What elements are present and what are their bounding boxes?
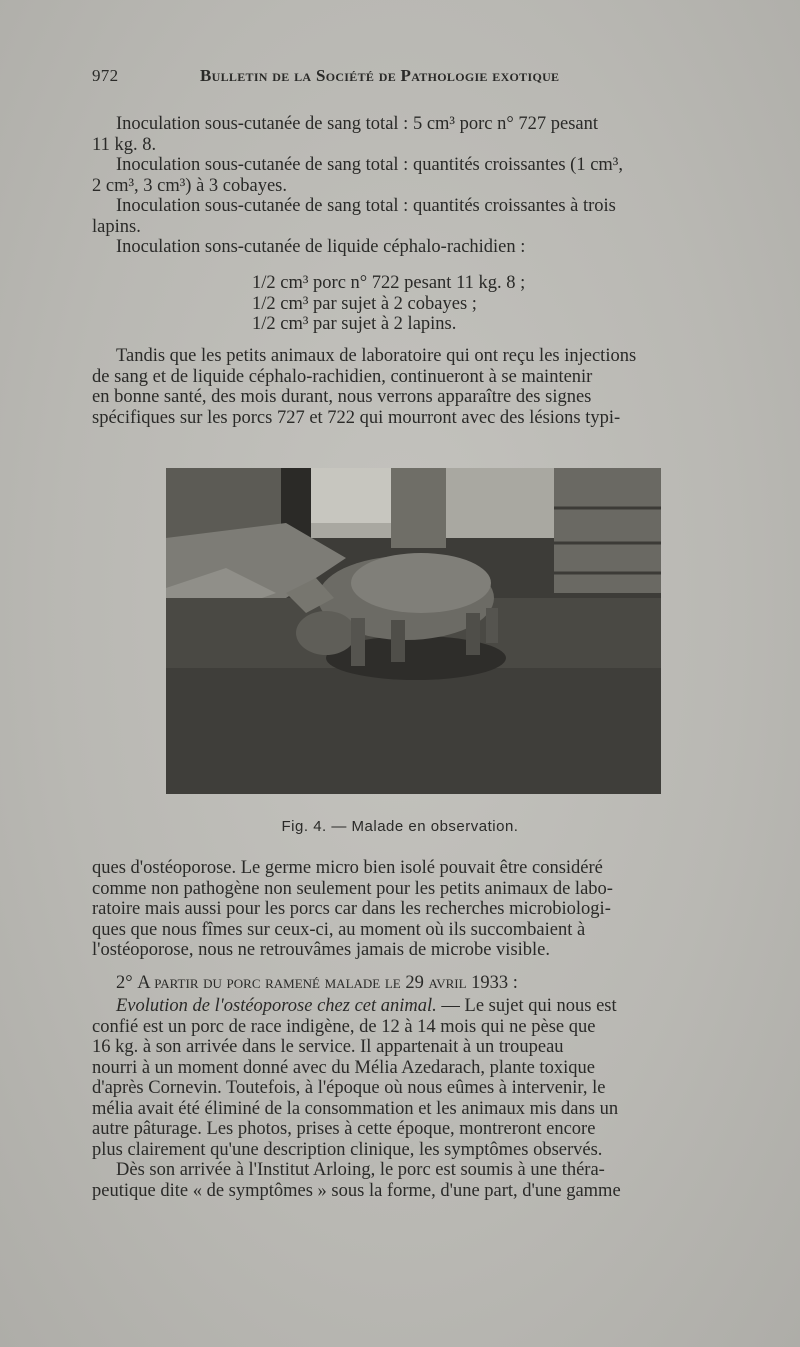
text-line: confié est un porc de race indigène, de 12 à 14 mois qui ne pèse que xyxy=(92,1016,596,1037)
text-line: l'ostéoporose, nous ne retrouvâmes jamais de microbe visible. xyxy=(92,940,551,960)
text-line: autre pâturage. Les photos, prises à cette époque, montreront encore xyxy=(92,1119,596,1139)
text-line: nourri à un moment donné avec du Mélia Azedarach, plante toxique xyxy=(92,1057,595,1078)
paragraph-observation xyxy=(92,346,737,428)
paragraph-evolution xyxy=(92,996,737,1160)
section-title: A partir du porc ramené malade le 29 avril 1933 : xyxy=(137,973,518,993)
text-line: de sang et de liquide céphalo-rachidien, continueront à se maintenir xyxy=(92,366,593,387)
text-line: Inoculation sous-cutanée de sang total : quantités croissantes à trois xyxy=(116,196,616,216)
dosage-line: 1/2 cm³ porc n° 722 pesant 11 kg. 8 ; xyxy=(252,273,526,293)
text-line: peutique dite « de symptômes » sous la forme, d'une part, d'une gamme xyxy=(92,1180,621,1201)
dosage-line: 1/2 cm³ par sujet à 2 cobayes ; xyxy=(252,293,477,314)
section-number: 2° xyxy=(116,973,133,993)
figure-caption: Fig. 4. — Malade en observation. xyxy=(281,818,519,835)
text-line: Inoculation sous-cutanée de sang total : 5 cm³ porc n° 727 pesant xyxy=(116,114,598,134)
section-heading xyxy=(92,973,737,994)
paragraph-osteoporose xyxy=(92,858,737,961)
dosage-line: 1/2 cm³ par sujet à 2 lapins. xyxy=(252,314,457,334)
running-title: Bulletin de la Société de Pathologie exotique xyxy=(200,66,560,85)
italic-lead: Evolution de l'ostéoporose chez cet animal. xyxy=(116,996,437,1016)
text-line: Dès son arrivée à l'Institut Arloing, le porc est soumis à une théra- xyxy=(116,1160,605,1180)
page-number: 972 xyxy=(92,66,119,85)
text-line: plus clairement qu'une description clinique, les symptômes observés. xyxy=(92,1139,603,1160)
text-line: Tandis que les petits animaux de laboratoire qui ont reçu les injections xyxy=(116,346,637,366)
text-line: lapins. xyxy=(92,216,141,237)
text-line: en bonne santé, des mois durant, nous verrons apparaître des signes xyxy=(92,387,592,407)
text-line: Inoculation sous-cutanée de sang total : quantités croissantes (1 cm³, xyxy=(116,155,623,175)
pig-photo-illustration xyxy=(166,468,661,794)
text-line: ques que nous fîmes sur ceux-ci, au moment où ils succombaient à xyxy=(92,919,586,940)
text-line: d'après Cornevin. Toutefois, à l'époque où nous eûmes à intervenir, le xyxy=(92,1078,606,1098)
text-line: 2 cm³, 3 cm³) à 3 cobayes. xyxy=(92,175,287,196)
text-line: spécifiques sur les porcs 727 et 722 qui mourront avec des lésions typi- xyxy=(92,407,621,428)
text-line: ratoire mais aussi pour les porcs car dans les recherches microbiologi- xyxy=(92,899,611,919)
text-line: Inoculation sons-cutanée de liquide céphalo-rachidien : xyxy=(116,237,526,257)
text-line: ques d'ostéoporose. Le germe micro bien isolé pouvait être considéré xyxy=(92,858,603,878)
figure-photo-pig xyxy=(166,468,661,794)
paragraph-therapeutique xyxy=(92,1160,737,1201)
text-line: 11 kg. 8. xyxy=(92,134,157,155)
text-fragment: — Le sujet qui nous est xyxy=(436,996,617,1016)
text-line: comme non pathogène non seulement pour les petits animaux de labo- xyxy=(92,878,613,899)
text-line: 16 kg. à son arrivée dans le service. Il appartenait à un troupeau xyxy=(92,1037,564,1057)
inoculation-list xyxy=(92,114,737,258)
dosage-list xyxy=(252,273,525,335)
text-line: mélia avait été éliminé de la consommation et les animaux mis dans un xyxy=(92,1098,619,1119)
